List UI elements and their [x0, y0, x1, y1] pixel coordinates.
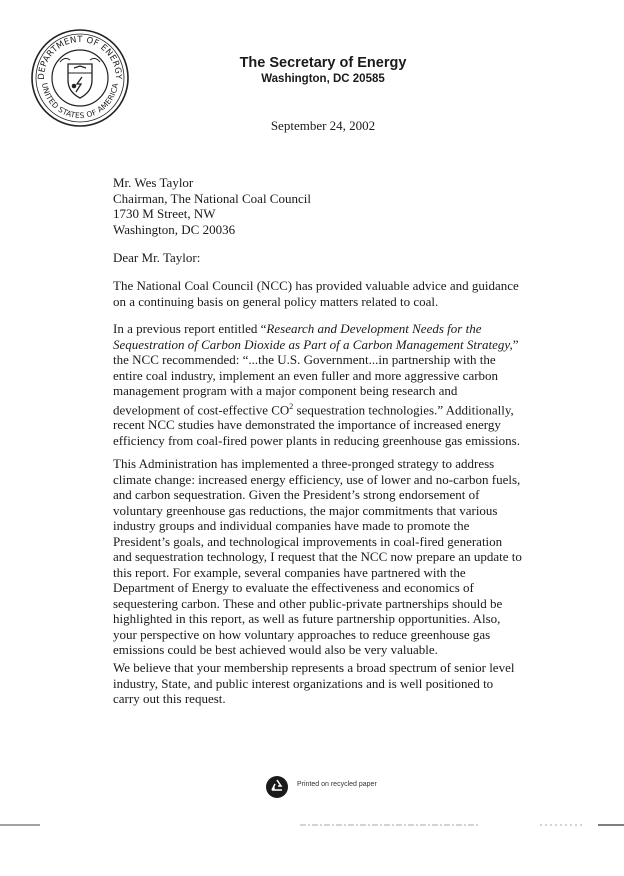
- recipient-name: Mr. Wes Taylor: [113, 175, 194, 190]
- department-of-energy-seal: [30, 28, 130, 128]
- seal-text-top: DEPARTMENT OF ENERGY: [36, 34, 124, 80]
- letter-date: September 24, 2002: [270, 118, 376, 133]
- recycle-icon: [265, 775, 289, 799]
- scan-artifact-line: [0, 820, 624, 830]
- recipient-title: Chairman, The National Coal Council: [113, 190, 311, 206]
- paragraph-3-text: This Administration has implemented a three-pronged strategy to address climate change: increased energy efficiency, use of lower and no-carbon fuels, and carbon sequestration. Given the President’s strong endorsement of voluntary greenhouse gas reductions, the major commitments that various industry groups and individual companies have made to promote the President’s goals, and technological improvements in coal-fired generation and sequestration technology, I request that the NCC now prepare an update to this report. For example, several companies have partnered with the Department of Energy to evaluate the effectiveness and economics of sequestering carbon. These and other public-private partnerships should be highlighted in this report, as well as future partnership opportunities. Also, your perspective on how voluntary approaches to reduce greenhouse gas emissions could be best achieved would also be very valuable.: [113, 456, 522, 657]
- recipient-street: 1730 M Street, NW: [113, 206, 216, 221]
- paragraph-2: [113, 321, 523, 448]
- recipient-address: [113, 175, 523, 237]
- salutation: Dear Mr. Taylor:: [113, 250, 201, 265]
- report-title: Research and Development Needs for the Sequestration of Carbon Dioxide as Part of a Carbon Management Strategy,: [113, 321, 513, 352]
- svg-text:UNITED STATES OF AMERICA: [40, 82, 120, 120]
- paragraph-2-suffix: sequestration technologies.” Additionally, recent NCC studies have demonstrated the importance of increased energy efficiency from coal-fired power plants in reducing greenhouse gas emissions.: [113, 401, 520, 448]
- letterhead-address: Washington, DC 20585: [261, 73, 385, 85]
- paragraph-4-text: We believe that your membership represents a broad spectrum of senior level industry, State, and public interest organizations and is well positioned to carry out this request.: [113, 660, 515, 706]
- paragraph-4: [113, 660, 523, 707]
- paragraph-2-prefix: In a previous report entitled “: [113, 321, 267, 336]
- svg-text:DEPARTMENT OF ENERGY: [37, 35, 123, 80]
- seal-text-bottom: UNITED STATES OF AMERICA: [40, 82, 120, 121]
- recipient-city: Washington, DC 20036: [113, 221, 236, 237]
- paragraph-2-mid: ” the NCC recommended: “...the U.S. Government...in partnership with the entire coal industry, implement an even fuller and more aggressive carbon management program with a major component being research and development of cost-effective CO: [113, 336, 519, 417]
- paragraph-1: [113, 278, 523, 309]
- eagle-shield-icon: [60, 58, 100, 98]
- paragraph-3: [113, 456, 523, 658]
- paragraph-1-text: The National Coal Council (NCC) has provided valuable advice and guidance on a continuing basis on general policy matters related to coal.: [113, 278, 519, 309]
- recycled-paper-notice: [265, 775, 425, 799]
- co2-superscript: 2: [289, 401, 294, 411]
- letterhead-title: The Secretary of Energy: [239, 55, 407, 71]
- recycled-paper-text: Printed on recycled paper: [297, 781, 377, 788]
